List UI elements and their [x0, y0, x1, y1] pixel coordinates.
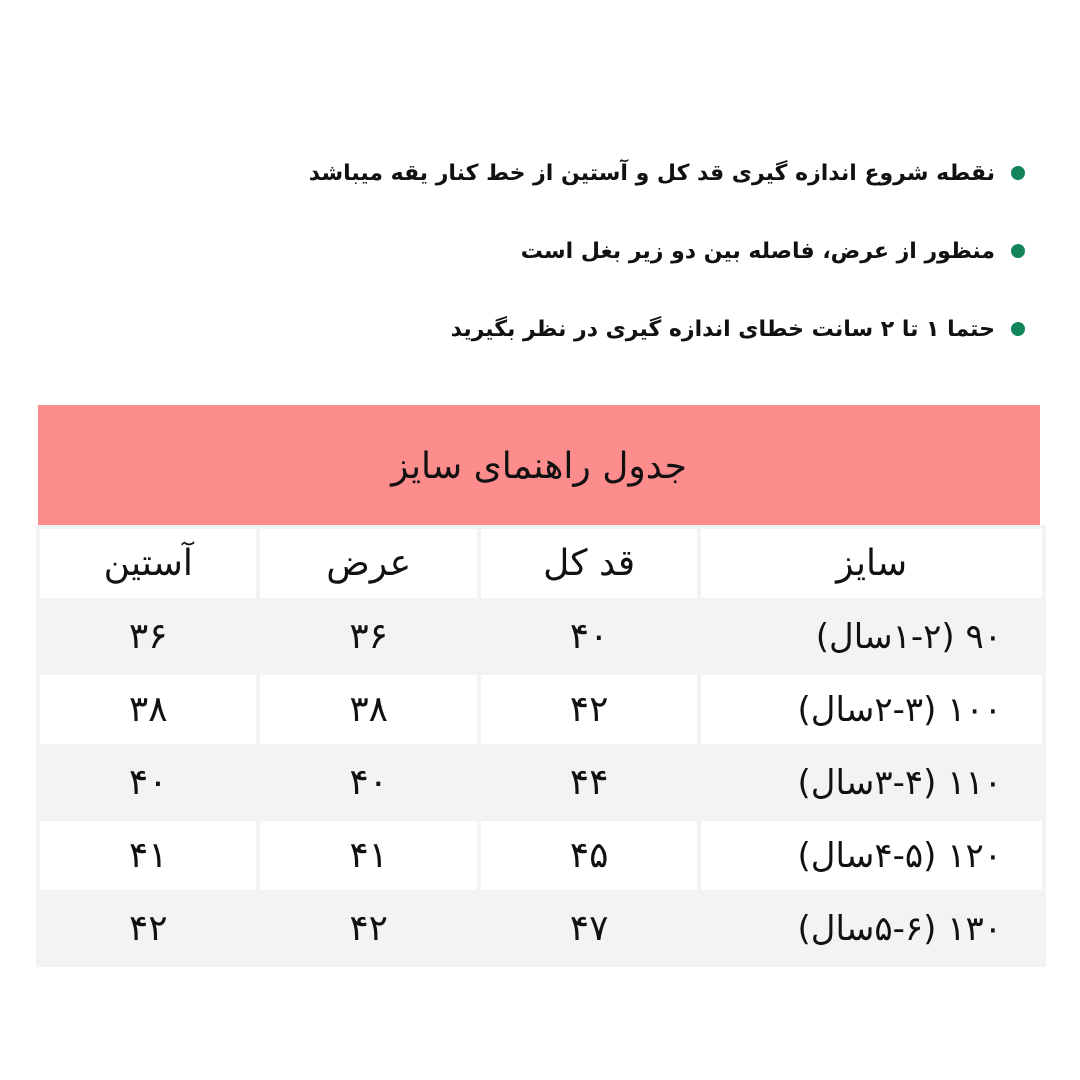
cell-width: ۴۲ — [260, 894, 476, 963]
note-item — [309, 228, 1025, 274]
cell-sleeve: ۴۱ — [40, 821, 256, 890]
bullet-icon — [1011, 166, 1025, 180]
table-row — [40, 602, 1042, 671]
cell-size: ۹۰ (۱-۲سال) — [701, 602, 1042, 671]
note-text: حتما ۱ تا ۲ سانت خطای اندازه گیری در نظر بگیرید — [450, 316, 995, 342]
cell-width: ۳۶ — [260, 602, 476, 671]
table-row — [40, 675, 1042, 744]
table-row — [40, 821, 1042, 890]
cell-width: ۴۰ — [260, 748, 476, 817]
header-width: عرض — [260, 529, 476, 598]
cell-size: ۱۰۰ (۲-۳سال) — [701, 675, 1042, 744]
header-total-length: قد کل — [481, 529, 697, 598]
bullet-icon — [1011, 244, 1025, 258]
cell-total-length: ۴۲ — [481, 675, 697, 744]
cell-total-length: ۴۰ — [481, 602, 697, 671]
cell-sleeve: ۳۸ — [40, 675, 256, 744]
cell-size: ۱۳۰ (۵-۶سال) — [701, 894, 1042, 963]
table-title: جدول راهنمای سایز — [38, 405, 1040, 527]
size-table — [36, 525, 1046, 967]
measurement-notes — [309, 150, 1025, 384]
cell-size: ۱۲۰ (۴-۵سال) — [701, 821, 1042, 890]
cell-total-length: ۴۷ — [481, 894, 697, 963]
cell-size: ۱۱۰ (۳-۴سال) — [701, 748, 1042, 817]
cell-total-length: ۴۴ — [481, 748, 697, 817]
cell-sleeve: ۳۶ — [40, 602, 256, 671]
cell-width: ۴۱ — [260, 821, 476, 890]
table-row — [40, 894, 1042, 963]
table-row — [40, 748, 1042, 817]
cell-sleeve: ۴۰ — [40, 748, 256, 817]
size-guide-table — [38, 405, 1048, 967]
note-item — [309, 306, 1025, 352]
note-text: منظور از عرض، فاصله بین دو زیر بغل است — [520, 238, 995, 264]
note-text: نقطه شروع اندازه گیری قد کل و آستین از خط کنار یقه میباشد — [308, 160, 995, 186]
header-sleeve: آستین — [40, 529, 256, 598]
cell-total-length: ۴۵ — [481, 821, 697, 890]
header-row — [40, 529, 1042, 598]
note-item — [309, 150, 1025, 196]
cell-width: ۳۸ — [260, 675, 476, 744]
header-size: سایز — [701, 529, 1042, 598]
bullet-icon — [1011, 322, 1025, 336]
cell-sleeve: ۴۲ — [40, 894, 256, 963]
